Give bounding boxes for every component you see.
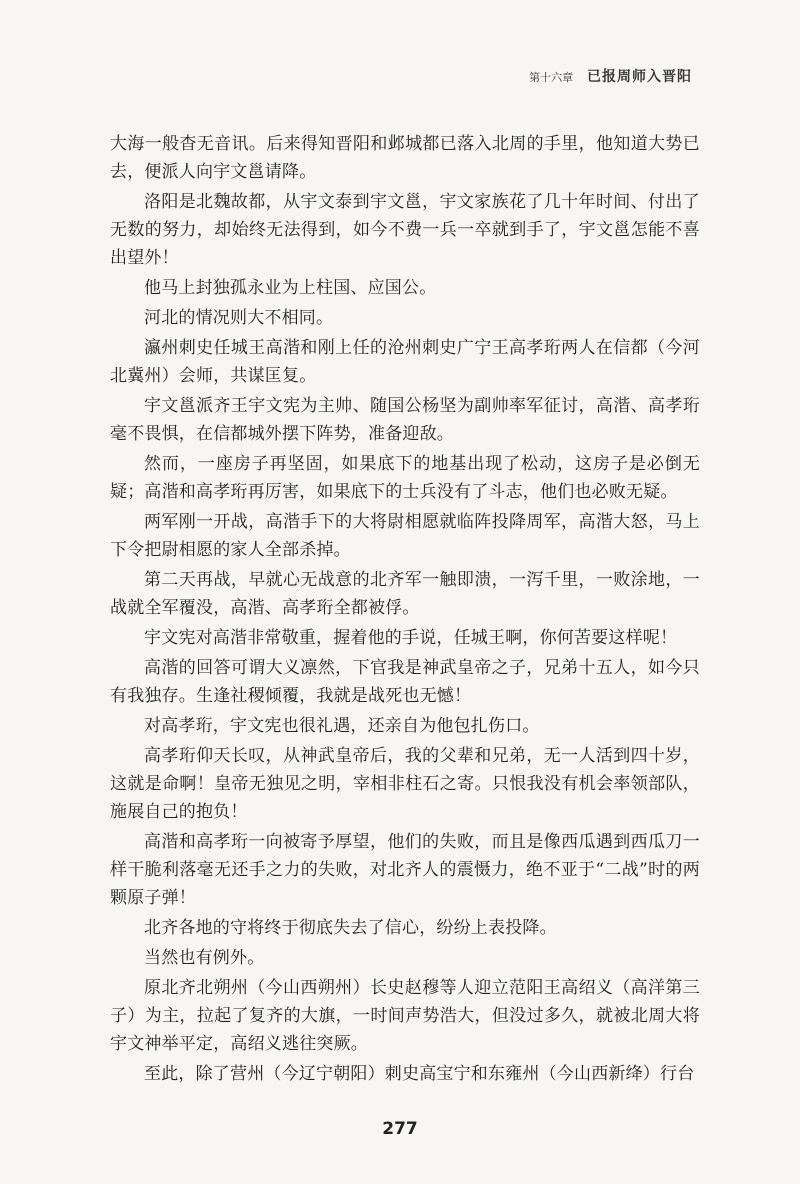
chapter-label: 第十六章: [529, 71, 574, 84]
paragraph: 宇文宪对高湝非常敬重，握着他的手说，任城王啊，你何苦要这样呢！: [144, 628, 678, 648]
page-number: 277: [382, 1119, 418, 1139]
paragraph: 高孝珩仰天长叹，从神武皇帝后，我的父辈和兄弟，无一人活到四十岁，这就是命啊！皇帝无独见之明，宰相非柱石之寄。只恨我没有机会率领部队，施展自己的抱负！: [110, 746, 700, 822]
running-header: [529, 66, 692, 86]
paragraph: 河北的情况则大不相同。: [144, 308, 334, 328]
paragraph: 北齐各地的守将终于彻底失去了信心，纷纷上表投降。: [144, 918, 557, 938]
paragraph: 宇文邕派齐王宇文宪为主帅、随国公杨坚为副帅率军征讨，高湝、高孝珩毫不畏惧，在信都城外摆下阵势，准备迎敌。: [110, 396, 700, 444]
chapter-title: 已报周师入晋阳: [587, 69, 692, 85]
paragraph: 对高孝珩，宇文宪也很礼遇，还亲自为他包扎伤口。: [144, 716, 540, 736]
paragraph: 他马上封独孤永业为上柱国、应国公。: [144, 278, 437, 298]
paragraph: 两军刚一开战，高湝手下的大将尉相愿就临阵投降周军，高湝大怒，马上下令把尉相愿的家人全部杀掉。: [110, 512, 700, 560]
paragraph: 高湝的回答可谓大义凛然，下官我是神武皇帝之子，兄弟十五人，如今只有我独存。生逢社稷倾覆，我就是战死也无憾！: [110, 658, 700, 706]
paragraph: 第二天再战，早就心无战意的北齐军一触即溃，一泻千里，一败涂地，一战就全军覆没，高湝、高孝珩全都被俘。: [110, 570, 700, 618]
paragraph: 大海一般杳无音讯。后来得知晋阳和邺城都已落入北周的手里，他知道大势已去，便派人向宇文邕请降。: [110, 134, 700, 182]
paragraph: 原北齐北朔州（今山西朔州）长史赵穆等人迎立范阳王高绍义（高洋第三子）为主，拉起了复齐的大旗，一时间声势浩大，但没过多久，就被北周大将宇文神举平定，高绍义逃往突厥。: [110, 978, 700, 1054]
paragraph: 高湝和高孝珩一向被寄予厚望，他们的失败，而且是像西瓜遇到西瓜刀一样干脆利落毫无还手之力的失败，对北齐人的震慑力，绝不亚于“二战”时的两颗原子弹！: [110, 832, 700, 908]
paragraph: 至此，除了营州（今辽宁朝阳）刺史高宝宁和东雍州（今山西新绛）行台: [144, 1064, 695, 1084]
paragraph: 当然也有例外。: [144, 948, 265, 968]
paragraph: 然而，一座房子再坚固，如果底下的地基出现了松动，这房子是必倒无疑；高湝和高孝珩再厉害，如果底下的士兵没有了斗志，他们也必败无疑。: [110, 454, 700, 502]
paragraph: 洛阳是北魏故都，从宇文泰到宇文邕，宇文家族花了几十年时间、付出了无数的努力，却始终无法得到，如今不费一兵一卒就到手了，宇文邕怎能不喜出望外！: [110, 192, 700, 268]
body-text: [110, 130, 700, 1090]
paragraph: 瀛州刺史任城王高湝和刚上任的沧州刺史广宁王高孝珩两人在信都（今河北冀州）会师，共谋匡复。: [110, 338, 700, 386]
